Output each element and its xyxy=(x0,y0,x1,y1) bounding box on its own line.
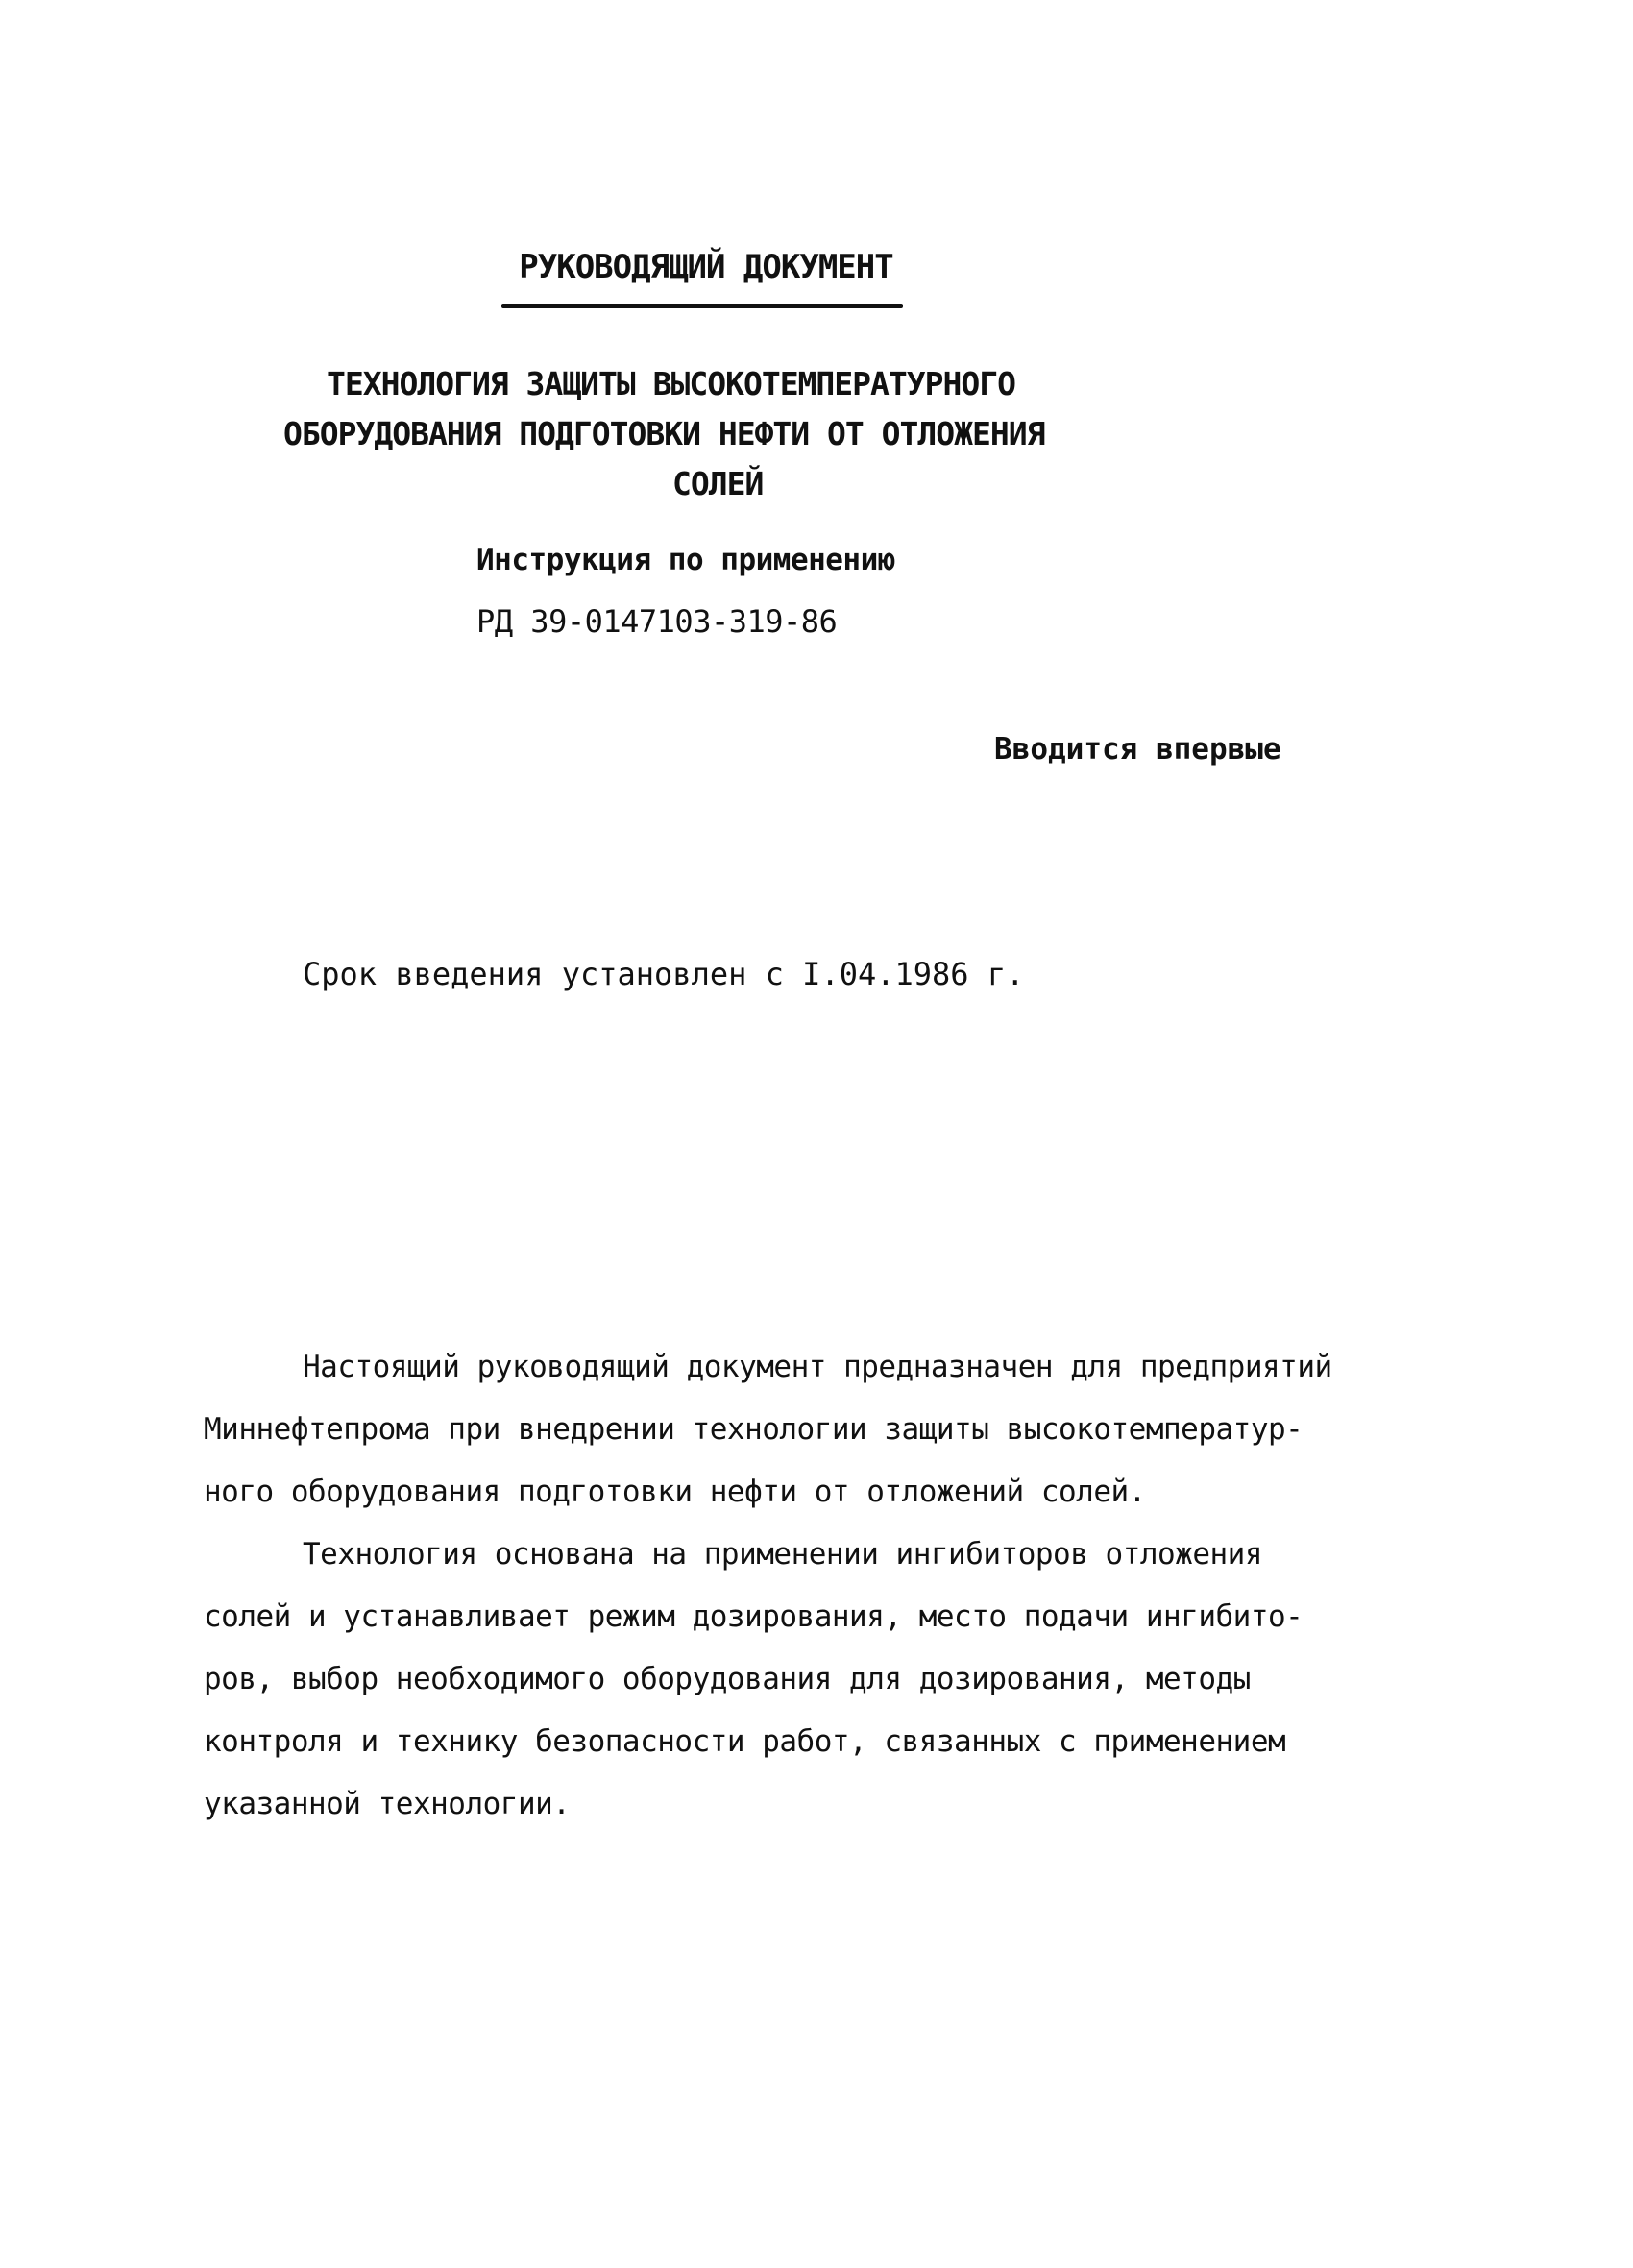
body-text-line: Миннефтепрома при внедрении технологии защиты высокотемператур- xyxy=(204,1412,1304,1447)
body-text-line: солей и устанавливает режим дозирования, место подачи ингибито- xyxy=(204,1599,1304,1634)
body-text-line: ного оборудования подготовки нефти от отложений солей. xyxy=(204,1475,1146,1509)
document-title-line-3: СОЛЕЙ xyxy=(672,465,764,502)
body-text-line: ров, выбор необходимого оборудования для дозирования, методы xyxy=(204,1662,1251,1696)
introduced-first-note: Вводится впервые xyxy=(994,732,1281,767)
document-subtitle: Инструкция по применению xyxy=(476,543,895,577)
document-title-line-1: ТЕХНОЛОГИЯ ЗАЩИТЫ ВЫСОКОТЕМПЕРАТУРНОГО xyxy=(327,365,1015,402)
body-text-line: контроля и технику безопасности работ, связанных с применением xyxy=(204,1724,1286,1759)
document-code: РД 39-0147103-319-86 xyxy=(476,603,838,640)
effective-date-text: Срок введения установлен с I.04.1986 г. xyxy=(303,956,1025,992)
body-text-line: указанной технологии. xyxy=(204,1787,571,1821)
document-title-line-2: ОБОРУДОВАНИЯ ПОДГОТОВКИ НЕФТИ ОТ ОТЛОЖЕНИЯ xyxy=(283,415,1045,452)
body-text-line: Технология основана на применении ингибиторов отложения xyxy=(303,1537,1262,1572)
heading-underline xyxy=(501,304,903,308)
body-text-line: Настоящий руководящий документ предназначен для предприятий xyxy=(303,1350,1332,1384)
document-type-heading: РУКОВОДЯЩИЙ ДОКУМЕНТ xyxy=(519,248,893,286)
